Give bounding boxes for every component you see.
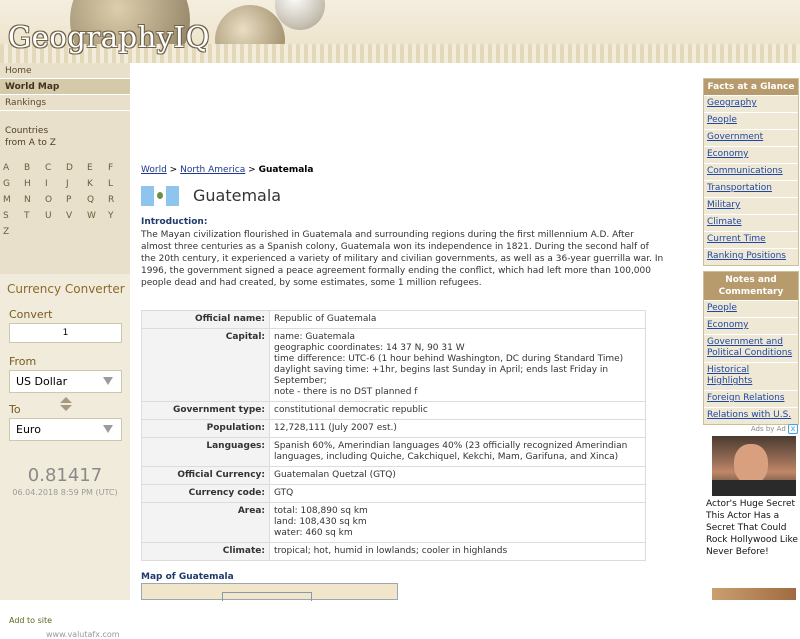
letter-link-j[interactable]: J bbox=[66, 179, 69, 189]
fact-value-line: constitutional democratic republic bbox=[274, 405, 428, 415]
letter-link-l[interactable]: L bbox=[108, 179, 114, 189]
fact-key: Government type: bbox=[142, 402, 270, 420]
fact-value-line: note - there is no DST planned f bbox=[274, 387, 418, 397]
conversion-rate: 0.81417 bbox=[27, 465, 103, 486]
letter-link-m[interactable]: M bbox=[3, 195, 11, 205]
letter-link-v[interactable]: V bbox=[66, 211, 73, 221]
letter-link-i[interactable]: I bbox=[45, 179, 48, 189]
fact-value-line: languages, including Quiche, Cakchiquel, Kekchi, Mam, Garifuna, and Xinca) bbox=[274, 452, 619, 462]
facts-link-communications[interactable]: Communications bbox=[704, 163, 798, 180]
facts-panel-title: Facts at a Glance bbox=[704, 79, 798, 95]
guatemala-flag-icon bbox=[141, 186, 179, 206]
notes-link-relations-with-u-s[interactable]: Relations with U.S. bbox=[704, 407, 798, 424]
amount-input[interactable]: 1 bbox=[9, 323, 122, 343]
convert-label: Convert bbox=[9, 308, 53, 321]
breadcrumb bbox=[141, 165, 313, 175]
notes-panel-title bbox=[704, 272, 798, 300]
letter-link-n[interactable]: N bbox=[24, 195, 31, 205]
fact-key: Population: bbox=[142, 420, 270, 438]
from-currency-select[interactable] bbox=[9, 370, 122, 393]
fact-key: Climate: bbox=[142, 543, 270, 561]
fact-value bbox=[270, 485, 646, 503]
fact-value bbox=[270, 438, 646, 467]
notes-link-historical-highlights[interactable]: Historical Highlights bbox=[704, 362, 798, 390]
breadcrumb-separator: > bbox=[248, 165, 256, 175]
fact-key: Currency code: bbox=[142, 485, 270, 503]
letter-link-r[interactable]: R bbox=[108, 195, 115, 205]
fact-value-line: GTQ bbox=[274, 488, 294, 498]
fact-value-line: land: 108,430 sq km bbox=[274, 517, 367, 527]
fact-key: Official name: bbox=[142, 311, 270, 329]
facts-panel-list bbox=[704, 95, 798, 265]
main-content bbox=[141, 0, 666, 600]
conversion-timestamp: 06.04.2018 8:59 PM (UTC) bbox=[12, 488, 118, 497]
fact-key: Languages: bbox=[142, 438, 270, 467]
facts-link-government[interactable]: Government bbox=[704, 129, 798, 146]
fact-value bbox=[270, 420, 646, 438]
fact-value-line: Spanish 60%, Amerindian languages 40% (23 officially recognized Amerindian bbox=[274, 441, 628, 451]
facts-row bbox=[142, 503, 646, 543]
fact-value-line: daylight saving time: +1hr, begins last Sunday in April; ends last Friday in September; bbox=[274, 365, 609, 386]
countries-title-line1: Countries bbox=[5, 126, 49, 136]
letter-link-p[interactable]: P bbox=[66, 195, 72, 205]
breadcrumb-north-america[interactable]: North America bbox=[180, 165, 246, 175]
to-label: To bbox=[9, 403, 21, 416]
facts-row bbox=[142, 420, 646, 438]
ad-choices[interactable] bbox=[704, 422, 800, 436]
notes-title-line1: Notes and bbox=[725, 275, 777, 285]
breadcrumb-world[interactable]: World bbox=[141, 165, 167, 175]
notes-link-economy[interactable]: Economy bbox=[704, 317, 798, 334]
letter-link-e[interactable]: E bbox=[87, 163, 93, 173]
facts-row bbox=[142, 485, 646, 503]
alphabet-index bbox=[0, 149, 130, 243]
fact-value-line: name: Guatemala bbox=[274, 332, 355, 342]
chevron-down-icon bbox=[103, 425, 113, 433]
facts-link-geography[interactable]: Geography bbox=[704, 95, 798, 112]
facts-link-climate[interactable]: Climate bbox=[704, 214, 798, 231]
breadcrumb-separator: > bbox=[169, 165, 178, 175]
fact-key: Official Currency: bbox=[142, 467, 270, 485]
site-logo[interactable]: GeographyIQ bbox=[8, 20, 210, 54]
letter-link-o[interactable]: O bbox=[45, 195, 53, 205]
facts-link-economy[interactable]: Economy bbox=[704, 146, 798, 163]
facts-link-people[interactable]: People bbox=[704, 112, 798, 129]
advertisement[interactable] bbox=[704, 422, 800, 558]
breadcrumb-current: Guatemala bbox=[258, 165, 314, 175]
notes-link-foreign-relations[interactable]: Foreign Relations bbox=[704, 390, 798, 407]
letter-link-u[interactable]: U bbox=[45, 211, 52, 221]
page-title: Guatemala bbox=[193, 186, 282, 205]
facts-link-ranking-positions[interactable]: Ranking Positions bbox=[704, 248, 798, 265]
fact-value-line: Republic of Guatemala bbox=[274, 314, 377, 324]
nav-rankings[interactable]: Rankings bbox=[0, 95, 130, 111]
letter-link-d[interactable]: D bbox=[66, 163, 73, 173]
to-currency-select[interactable] bbox=[9, 418, 122, 441]
letter-link-h[interactable]: H bbox=[24, 179, 31, 189]
ad-image[interactable] bbox=[712, 588, 796, 600]
ad-headline[interactable]: Actor's Huge Secret bbox=[706, 499, 796, 509]
letter-link-t[interactable]: T bbox=[24, 211, 30, 221]
facts-link-current-time[interactable]: Current Time bbox=[704, 231, 798, 248]
letter-link-s[interactable]: S bbox=[3, 211, 9, 221]
add-to-site-link[interactable]: Add to site bbox=[9, 616, 53, 625]
nav-world-map[interactable]: World Map bbox=[0, 79, 130, 95]
letter-link-z[interactable]: Z bbox=[3, 227, 10, 237]
fact-value bbox=[270, 402, 646, 420]
notes-panel-list bbox=[704, 300, 798, 424]
introduction-text: The Mayan civilization flourished in Guatemala and surrounding regions during the first millennium A.D. After almost three centuries as a Spanish colony, Guatemala won its independence in 1821. During the second half of the 20th century, it experienced a variety of military and civilian governments, as well as a 36-year guerrilla war. In 1996, the government signed a peace agreement formally ending the conflict, which had left more than 100,000 people dead and had created, by some estimates, some 1 million refugees. bbox=[141, 230, 664, 288]
fact-key: Capital: bbox=[142, 329, 270, 402]
fact-value-line: total: 108,890 sq km bbox=[274, 506, 368, 516]
letter-link-q[interactable]: Q bbox=[87, 195, 95, 205]
notes-title-line2: Commentary bbox=[718, 287, 784, 297]
fact-value-line: tropical; hot, humid in lowlands; cooler in highlands bbox=[274, 546, 508, 556]
ad-image[interactable] bbox=[712, 436, 796, 496]
facts-table bbox=[141, 310, 646, 561]
introduction-label: Introduction: bbox=[141, 217, 208, 227]
fact-value bbox=[270, 311, 646, 329]
facts-at-a-glance-panel bbox=[703, 78, 799, 266]
countries-title-line2: from A to Z bbox=[5, 138, 56, 148]
facts-row bbox=[142, 402, 646, 420]
facts-row bbox=[142, 543, 646, 561]
letter-link-w[interactable]: W bbox=[87, 211, 96, 221]
ad-label: Ads by Ad bbox=[750, 425, 786, 433]
swap-icon[interactable] bbox=[60, 397, 72, 411]
from-label: From bbox=[9, 355, 37, 368]
close-icon[interactable]: x bbox=[788, 424, 798, 434]
facts-row bbox=[142, 311, 646, 329]
letter-link-f[interactable]: F bbox=[108, 163, 114, 173]
map-label: Map of Guatemala bbox=[141, 572, 234, 582]
country-map[interactable] bbox=[141, 583, 398, 600]
fact-value bbox=[270, 503, 646, 543]
chevron-down-icon bbox=[103, 377, 113, 385]
ad-body[interactable]: This Actor Has a Secret That Could Rock Hollywood Like Never Before! bbox=[706, 511, 798, 557]
fact-value bbox=[270, 467, 646, 485]
letter-link-y[interactable]: Y bbox=[108, 211, 114, 221]
facts-link-military[interactable]: Military bbox=[704, 197, 798, 214]
notes-link-government-and-political-conditions[interactable]: Government and Political Conditions bbox=[704, 334, 798, 362]
fact-value-line: 12,728,111 (July 2007 est.) bbox=[274, 423, 397, 433]
fact-key: Area: bbox=[142, 503, 270, 543]
letter-link-a[interactable]: A bbox=[3, 163, 10, 173]
letter-link-b[interactable]: B bbox=[24, 163, 31, 173]
ad-text[interactable] bbox=[704, 496, 800, 558]
notes-link-people[interactable]: People bbox=[704, 300, 798, 317]
letter-link-c[interactable]: C bbox=[45, 163, 52, 173]
fact-value bbox=[270, 543, 646, 561]
facts-link-transportation[interactable]: Transportation bbox=[704, 180, 798, 197]
facts-row bbox=[142, 329, 646, 402]
fact-value-line: Guatemalan Quetzal (GTQ) bbox=[274, 470, 396, 480]
provider-link[interactable]: www.valutafx.com bbox=[46, 630, 120, 639]
notes-commentary-panel bbox=[703, 271, 799, 425]
converter-title: Currency Converter bbox=[7, 282, 125, 296]
letter-link-g[interactable]: G bbox=[3, 179, 10, 189]
fact-value-line: time difference: UTC-6 (1 hour behind Washington, DC during Standard Time) bbox=[274, 354, 624, 364]
fact-value-line: geographic coordinates: 14 37 N, 90 31 W bbox=[274, 343, 465, 353]
countries-az-title bbox=[0, 111, 130, 149]
fact-value-line: water: 460 sq km bbox=[274, 528, 353, 538]
letter-link-k[interactable]: K bbox=[87, 179, 93, 189]
fact-value bbox=[270, 329, 646, 402]
nav-home[interactable]: Home bbox=[0, 63, 130, 79]
to-currency-value: Euro bbox=[16, 423, 41, 436]
facts-row bbox=[142, 438, 646, 467]
currency-converter bbox=[0, 268, 130, 639]
facts-row bbox=[142, 467, 646, 485]
left-sidebar bbox=[0, 63, 130, 639]
from-currency-value: US Dollar bbox=[16, 375, 68, 388]
